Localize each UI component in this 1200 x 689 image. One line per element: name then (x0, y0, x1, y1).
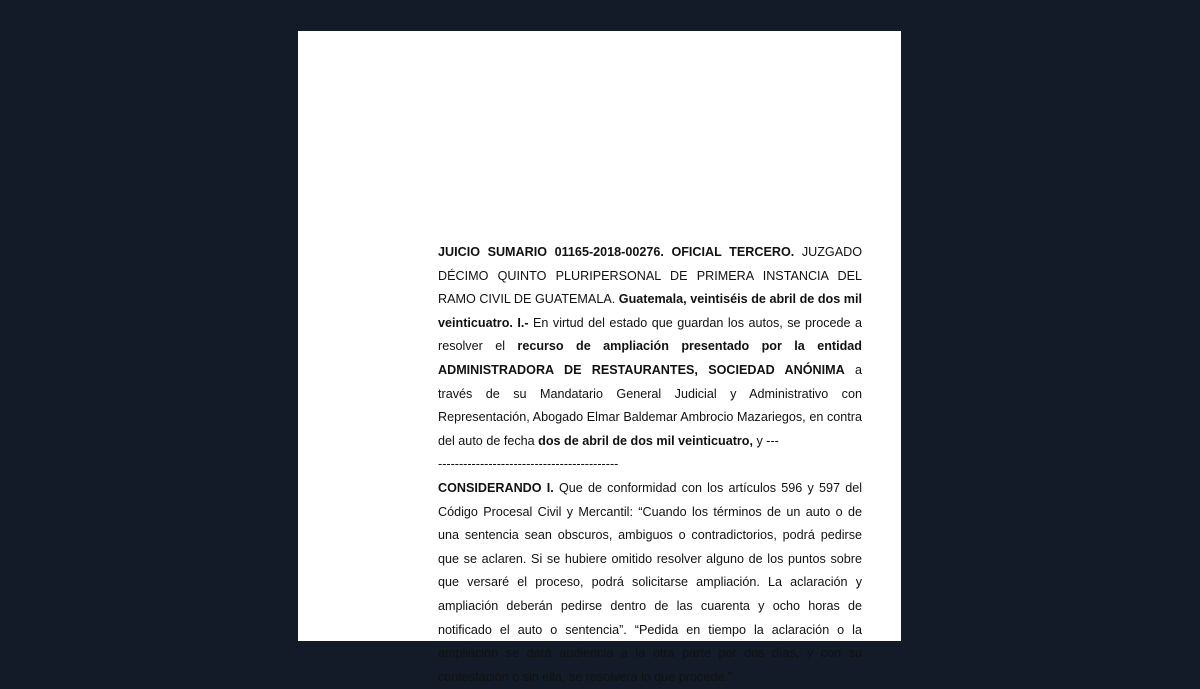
case-reference: JUICIO SUMARIO 01165-2018-00276. OFICIAL TERCERO. (438, 245, 795, 259)
document-page (298, 31, 901, 684)
auto-date: dos de abril de dos mil veinticuatro, (538, 433, 753, 448)
header-paragraph (438, 241, 862, 453)
intro-text-2: a través de su Mandatario General Judicial y Administrativo con Representación, Abogado Elmar Baldemar Ambrocio Mazariegos, en contra del auto de fecha (438, 362, 862, 448)
court-name: JUZGADO DÉCIMO QUINTO PLURIPERSONAL DE PRIMERA INSTANCIA DEL RAMO CIVIL DE GUATEMALA. (438, 245, 863, 307)
intro-text-1: En virtud del estado que guardan los autos, se procede a resolver el (438, 315, 862, 354)
considerando-paragraph (438, 477, 862, 689)
considerando-heading: CONSIDERANDO I. (438, 480, 554, 495)
document-body (438, 241, 862, 689)
dash-filler-line: ------------------------------------------- (438, 457, 619, 472)
considerando-text: Que de conformidad con los artículos 596 y 597 del Código Procesal Civil y Mercantil: “Cuando los términos de un auto o de una sentencia sean obscuros, ambiguos o contradictorios, podrá pedirse que se aclaren. Si se hubiere omitido resolver alguno de los puntos sobre que versaré el proceso, podrá solicitarse ampliación. La aclaración y ampliación deberán pedirse dentro de las cuarenta y ocho horas de notificado el auto o sentencia”. “Pedida en tiempo la aclaración o la ampliación se dará audiencia a la otra parte por dos días, y con su contestación o sin ella, se resolverá lo que procede.” (438, 480, 862, 684)
intro-text-3: y --- (752, 433, 779, 448)
place-date: Guatemala, veintiséis de abril de dos mil veinticuatro. I.- (438, 292, 862, 330)
recurso-text: recurso de ampliación presentado por la entidad ADMINISTRADORA DE RESTAURANTES, SOCIEDAD ANÓNIMA (438, 339, 862, 377)
